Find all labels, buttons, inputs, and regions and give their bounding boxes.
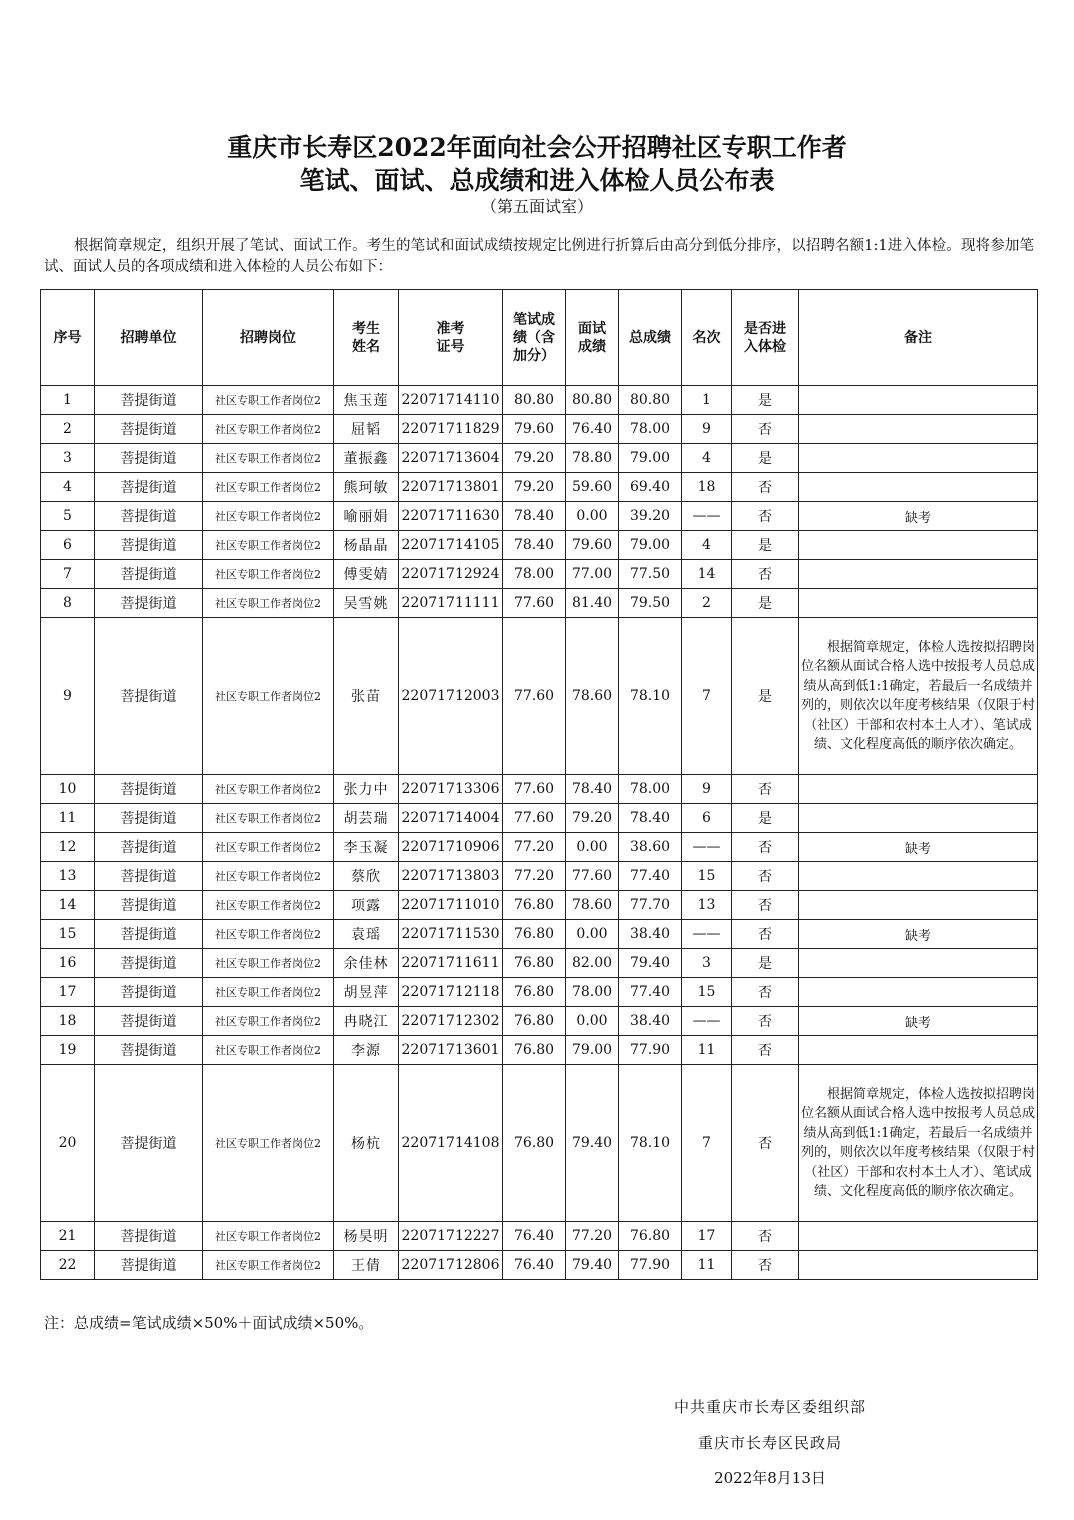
cell-post: 社区专职工作者岗位2 bbox=[203, 386, 334, 415]
cell-total-score: 78.40 bbox=[619, 804, 682, 833]
cell-written-score: 76.40 bbox=[503, 1222, 566, 1251]
cell-unit: 菩提街道 bbox=[95, 531, 203, 560]
header-rank: 名次 bbox=[682, 290, 732, 386]
cell-enter-exam: 是 bbox=[732, 804, 799, 833]
cell-remark: 根据简章规定，体检人选按拟招聘岗位名额从面试合格人选中按报考人员总成绩从高到低1:1确定，若最后一名成绩并列的，则依次以年度考核结果（仅限于村（社区）干部和农村本土人才）、笔试成绩、文化程度高低的顺序依次确定。 bbox=[799, 618, 1038, 775]
cell-interview-score: 0.00 bbox=[566, 1007, 619, 1036]
cell-enter-exam: 是 bbox=[732, 589, 799, 618]
score-formula-note: 注：总成绩=笔试成绩×50%＋面试成绩×50%。 bbox=[44, 1314, 374, 1332]
cell-unit: 菩提街道 bbox=[95, 618, 203, 775]
cell-name: 熊珂敏 bbox=[334, 473, 399, 502]
cell-written-score: 79.60 bbox=[503, 415, 566, 444]
cell-interview-score: 78.80 bbox=[566, 444, 619, 473]
cell-unit: 菩提街道 bbox=[95, 804, 203, 833]
cell-interview-score: 78.00 bbox=[566, 978, 619, 1007]
cell-enter-exam: 是 bbox=[732, 949, 799, 978]
cell-written-score: 76.40 bbox=[503, 1251, 566, 1280]
cell-ticket: 22071711611 bbox=[399, 949, 503, 978]
cell-enter-exam: 否 bbox=[732, 1222, 799, 1251]
table-row bbox=[41, 531, 1038, 560]
cell-unit: 菩提街道 bbox=[95, 444, 203, 473]
cell-post: 社区专职工作者岗位2 bbox=[203, 804, 334, 833]
cell-name: 李玉凝 bbox=[334, 833, 399, 862]
cell-rank: 18 bbox=[682, 473, 732, 502]
cell-seq: 4 bbox=[41, 473, 95, 502]
cell-rank: 7 bbox=[682, 618, 732, 775]
cell-rank: 17 bbox=[682, 1222, 732, 1251]
cell-post: 社区专职工作者岗位2 bbox=[203, 775, 334, 804]
cell-ticket: 22071712924 bbox=[399, 560, 503, 589]
cell-ticket: 22071713803 bbox=[399, 862, 503, 891]
cell-ticket: 22071713306 bbox=[399, 775, 503, 804]
cell-post: 社区专职工作者岗位2 bbox=[203, 920, 334, 949]
cell-remark bbox=[799, 891, 1038, 920]
cell-unit: 菩提街道 bbox=[95, 502, 203, 531]
cell-remark: 根据简章规定，体检人选按拟招聘岗位名额从面试合格人选中按报考人员总成绩从高到低1:1确定，若最后一名成绩并列的，则依次以年度考核结果（仅限于村（社区）干部和农村本土人才）、笔试成绩、文化程度高低的顺序依次确定。 bbox=[799, 1065, 1038, 1222]
cell-written-score: 76.80 bbox=[503, 978, 566, 1007]
cell-rank: —— bbox=[682, 502, 732, 531]
cell-interview-score: 79.40 bbox=[566, 1065, 619, 1222]
cell-ticket: 22071711111 bbox=[399, 589, 503, 618]
table-row bbox=[41, 502, 1038, 531]
cell-enter-exam: 是 bbox=[732, 386, 799, 415]
cell-unit: 菩提街道 bbox=[95, 1251, 203, 1280]
cell-total-score: 77.40 bbox=[619, 862, 682, 891]
cell-post: 社区专职工作者岗位2 bbox=[203, 891, 334, 920]
cell-rank: 11 bbox=[682, 1251, 732, 1280]
cell-written-score: 78.00 bbox=[503, 560, 566, 589]
cell-unit: 菩提街道 bbox=[95, 560, 203, 589]
cell-seq: 10 bbox=[41, 775, 95, 804]
issue-date: 2022年8月13日 bbox=[714, 1469, 826, 1487]
table-row bbox=[41, 833, 1038, 862]
cell-unit: 菩提街道 bbox=[95, 775, 203, 804]
cell-remark bbox=[799, 589, 1038, 618]
cell-name: 袁瑶 bbox=[334, 920, 399, 949]
table-row bbox=[41, 560, 1038, 589]
table-row bbox=[41, 618, 1038, 775]
cell-post: 社区专职工作者岗位2 bbox=[203, 444, 334, 473]
cell-post: 社区专职工作者岗位2 bbox=[203, 949, 334, 978]
cell-post: 社区专职工作者岗位2 bbox=[203, 1251, 334, 1280]
cell-rank: —— bbox=[682, 1007, 732, 1036]
cell-ticket: 22071711630 bbox=[399, 502, 503, 531]
cell-unit: 菩提街道 bbox=[95, 1036, 203, 1065]
cell-interview-score: 77.60 bbox=[566, 862, 619, 891]
cell-remark bbox=[799, 804, 1038, 833]
cell-seq: 17 bbox=[41, 978, 95, 1007]
cell-enter-exam: 否 bbox=[732, 1007, 799, 1036]
cell-remark: 缺考 bbox=[799, 920, 1038, 949]
cell-post: 社区专职工作者岗位2 bbox=[203, 589, 334, 618]
cell-unit: 菩提街道 bbox=[95, 589, 203, 618]
cell-post: 社区专职工作者岗位2 bbox=[203, 531, 334, 560]
table-row bbox=[41, 1065, 1038, 1222]
cell-rank: 3 bbox=[682, 949, 732, 978]
cell-remark bbox=[799, 1251, 1038, 1280]
cell-enter-exam: 是 bbox=[732, 444, 799, 473]
cell-unit: 菩提街道 bbox=[95, 949, 203, 978]
cell-seq: 2 bbox=[41, 415, 95, 444]
cell-remark bbox=[799, 1036, 1038, 1065]
cell-name: 杨杭 bbox=[334, 1065, 399, 1222]
cell-seq: 18 bbox=[41, 1007, 95, 1036]
table-row bbox=[41, 1251, 1038, 1280]
table-row bbox=[41, 949, 1038, 978]
cell-total-score: 79.50 bbox=[619, 589, 682, 618]
cell-name: 傅雯婧 bbox=[334, 560, 399, 589]
cell-rank: —— bbox=[682, 920, 732, 949]
cell-enter-exam: 否 bbox=[732, 920, 799, 949]
cell-ticket: 22071714004 bbox=[399, 804, 503, 833]
issuer-civil-affairs-bureau: 重庆市长寿区民政局 bbox=[697, 1434, 842, 1452]
cell-name: 项露 bbox=[334, 891, 399, 920]
header-written: 笔试成绩（含加分） bbox=[503, 290, 566, 386]
cell-rank: 4 bbox=[682, 444, 732, 473]
header-ticket: 准考证号 bbox=[399, 290, 503, 386]
cell-unit: 菩提街道 bbox=[95, 920, 203, 949]
cell-rank: 14 bbox=[682, 560, 732, 589]
cell-written-score: 78.40 bbox=[503, 531, 566, 560]
cell-interview-score: 78.60 bbox=[566, 891, 619, 920]
cell-interview-score: 79.20 bbox=[566, 804, 619, 833]
header-name: 考生姓名 bbox=[334, 290, 399, 386]
cell-ticket: 22071714105 bbox=[399, 531, 503, 560]
table-row bbox=[41, 775, 1038, 804]
table-row bbox=[41, 386, 1038, 415]
table-row bbox=[41, 444, 1038, 473]
cell-name: 喻丽娟 bbox=[334, 502, 399, 531]
cell-ticket: 22071711829 bbox=[399, 415, 503, 444]
cell-remark: 缺考 bbox=[799, 833, 1038, 862]
cell-name: 冉晓江 bbox=[334, 1007, 399, 1036]
header-remark: 备注 bbox=[799, 290, 1038, 386]
cell-unit: 菩提街道 bbox=[95, 862, 203, 891]
issuer-org-department: 中共重庆市长寿区委组织部 bbox=[673, 1398, 866, 1416]
cell-unit: 菩提街道 bbox=[95, 415, 203, 444]
cell-ticket: 22071712302 bbox=[399, 1007, 503, 1036]
header-unit: 招聘单位 bbox=[95, 290, 203, 386]
room-label: （第五面试室） bbox=[480, 197, 593, 216]
cell-name: 王倩 bbox=[334, 1251, 399, 1280]
cell-post: 社区专职工作者岗位2 bbox=[203, 502, 334, 531]
table-row bbox=[41, 473, 1038, 502]
cell-rank: 6 bbox=[682, 804, 732, 833]
cell-interview-score: 80.80 bbox=[566, 386, 619, 415]
cell-written-score: 76.80 bbox=[503, 949, 566, 978]
cell-enter-exam: 否 bbox=[732, 1251, 799, 1280]
cell-unit: 菩提街道 bbox=[95, 473, 203, 502]
table-row bbox=[41, 920, 1038, 949]
cell-total-score: 80.80 bbox=[619, 386, 682, 415]
cell-written-score: 77.60 bbox=[503, 589, 566, 618]
header-seq: 序号 bbox=[41, 290, 95, 386]
cell-total-score: 39.20 bbox=[619, 502, 682, 531]
cell-written-score: 76.80 bbox=[503, 1036, 566, 1065]
cell-ticket: 22071713801 bbox=[399, 473, 503, 502]
cell-rank: 13 bbox=[682, 891, 732, 920]
cell-seq: 1 bbox=[41, 386, 95, 415]
cell-unit: 菩提街道 bbox=[95, 978, 203, 1007]
cell-name: 张苗 bbox=[334, 618, 399, 775]
cell-name: 李源 bbox=[334, 1036, 399, 1065]
cell-total-score: 79.00 bbox=[619, 444, 682, 473]
cell-interview-score: 78.40 bbox=[566, 775, 619, 804]
cell-name: 胡昱萍 bbox=[334, 978, 399, 1007]
cell-interview-score: 77.20 bbox=[566, 1222, 619, 1251]
cell-ticket: 22071712003 bbox=[399, 618, 503, 775]
cell-ticket: 22071714110 bbox=[399, 386, 503, 415]
cell-rank: 15 bbox=[682, 978, 732, 1007]
cell-unit: 菩提街道 bbox=[95, 1007, 203, 1036]
cell-written-score: 80.80 bbox=[503, 386, 566, 415]
cell-remark bbox=[799, 978, 1038, 1007]
cell-written-score: 79.20 bbox=[503, 473, 566, 502]
cell-total-score: 79.40 bbox=[619, 949, 682, 978]
cell-written-score: 76.80 bbox=[503, 891, 566, 920]
cell-total-score: 38.40 bbox=[619, 920, 682, 949]
cell-ticket: 22071712227 bbox=[399, 1222, 503, 1251]
cell-name: 吴雪姚 bbox=[334, 589, 399, 618]
table-row bbox=[41, 415, 1038, 444]
cell-unit: 菩提街道 bbox=[95, 833, 203, 862]
cell-ticket: 22071714108 bbox=[399, 1065, 503, 1222]
cell-interview-score: 76.40 bbox=[566, 415, 619, 444]
cell-post: 社区专职工作者岗位2 bbox=[203, 978, 334, 1007]
cell-post: 社区专职工作者岗位2 bbox=[203, 415, 334, 444]
cell-name: 蔡欣 bbox=[334, 862, 399, 891]
cell-interview-score: 78.60 bbox=[566, 618, 619, 775]
cell-remark bbox=[799, 386, 1038, 415]
cell-total-score: 78.10 bbox=[619, 618, 682, 775]
cell-name: 屈韬 bbox=[334, 415, 399, 444]
cell-interview-score: 0.00 bbox=[566, 833, 619, 862]
cell-remark bbox=[799, 775, 1038, 804]
cell-ticket: 22071712806 bbox=[399, 1251, 503, 1280]
cell-written-score: 77.20 bbox=[503, 862, 566, 891]
cell-written-score: 78.40 bbox=[503, 502, 566, 531]
table-row bbox=[41, 804, 1038, 833]
cell-total-score: 69.40 bbox=[619, 473, 682, 502]
cell-written-score: 77.60 bbox=[503, 618, 566, 775]
cell-name: 胡芸瑞 bbox=[334, 804, 399, 833]
cell-remark bbox=[799, 560, 1038, 589]
cell-seq: 12 bbox=[41, 833, 95, 862]
cell-ticket: 22071713601 bbox=[399, 1036, 503, 1065]
cell-seq: 14 bbox=[41, 891, 95, 920]
cell-total-score: 79.00 bbox=[619, 531, 682, 560]
cell-interview-score: 79.00 bbox=[566, 1036, 619, 1065]
cell-total-score: 77.40 bbox=[619, 978, 682, 1007]
cell-total-score: 38.40 bbox=[619, 1007, 682, 1036]
table-row bbox=[41, 589, 1038, 618]
cell-enter-exam: 否 bbox=[732, 1065, 799, 1222]
cell-seq: 19 bbox=[41, 1036, 95, 1065]
cell-seq: 16 bbox=[41, 949, 95, 978]
table-row bbox=[41, 1036, 1038, 1065]
cell-name: 董振鑫 bbox=[334, 444, 399, 473]
cell-seq: 20 bbox=[41, 1065, 95, 1222]
cell-name: 杨昊明 bbox=[334, 1222, 399, 1251]
cell-written-score: 77.20 bbox=[503, 833, 566, 862]
cell-written-score: 77.60 bbox=[503, 775, 566, 804]
cell-rank: 7 bbox=[682, 1065, 732, 1222]
cell-total-score: 77.50 bbox=[619, 560, 682, 589]
cell-post: 社区专职工作者岗位2 bbox=[203, 618, 334, 775]
cell-ticket: 22071713604 bbox=[399, 444, 503, 473]
cell-interview-score: 82.00 bbox=[566, 949, 619, 978]
cell-enter-exam: 否 bbox=[732, 833, 799, 862]
cell-rank: 15 bbox=[682, 862, 732, 891]
cell-interview-score: 0.00 bbox=[566, 920, 619, 949]
cell-interview-score: 79.60 bbox=[566, 531, 619, 560]
cell-enter-exam: 否 bbox=[732, 978, 799, 1007]
cell-post: 社区专职工作者岗位2 bbox=[203, 560, 334, 589]
cell-total-score: 78.00 bbox=[619, 415, 682, 444]
page-title: 重庆市长寿区2022年面向社会公开招聘社区专职工作者 bbox=[227, 133, 847, 162]
cell-remark: 缺考 bbox=[799, 502, 1038, 531]
cell-post: 社区专职工作者岗位2 bbox=[203, 862, 334, 891]
cell-total-score: 38.60 bbox=[619, 833, 682, 862]
cell-rank: —— bbox=[682, 833, 732, 862]
cell-unit: 菩提街道 bbox=[95, 1222, 203, 1251]
cell-ticket: 22071711010 bbox=[399, 891, 503, 920]
cell-written-score: 76.80 bbox=[503, 920, 566, 949]
cell-post: 社区专职工作者岗位2 bbox=[203, 833, 334, 862]
cell-unit: 菩提街道 bbox=[95, 386, 203, 415]
cell-total-score: 77.70 bbox=[619, 891, 682, 920]
cell-seq: 9 bbox=[41, 618, 95, 775]
cell-total-score: 77.90 bbox=[619, 1036, 682, 1065]
header-interview: 面试成绩 bbox=[566, 290, 619, 386]
cell-written-score: 76.80 bbox=[503, 1065, 566, 1222]
cell-interview-score: 59.60 bbox=[566, 473, 619, 502]
cell-enter-exam: 否 bbox=[732, 473, 799, 502]
cell-seq: 7 bbox=[41, 560, 95, 589]
cell-post: 社区专职工作者岗位2 bbox=[203, 1036, 334, 1065]
cell-enter-exam: 否 bbox=[732, 775, 799, 804]
cell-post: 社区专职工作者岗位2 bbox=[203, 1065, 334, 1222]
cell-interview-score: 79.40 bbox=[566, 1251, 619, 1280]
cell-seq: 11 bbox=[41, 804, 95, 833]
cell-enter-exam: 是 bbox=[732, 531, 799, 560]
cell-unit: 菩提街道 bbox=[95, 1065, 203, 1222]
cell-seq: 5 bbox=[41, 502, 95, 531]
cell-written-score: 77.60 bbox=[503, 804, 566, 833]
cell-remark bbox=[799, 415, 1038, 444]
cell-ticket: 22071710906 bbox=[399, 833, 503, 862]
cell-remark bbox=[799, 473, 1038, 502]
cell-name: 杨晶晶 bbox=[334, 531, 399, 560]
cell-enter-exam: 是 bbox=[732, 618, 799, 775]
table-row bbox=[41, 1007, 1038, 1036]
cell-rank: 2 bbox=[682, 589, 732, 618]
header-total: 总成绩 bbox=[619, 290, 682, 386]
cell-name: 焦玉莲 bbox=[334, 386, 399, 415]
cell-remark bbox=[799, 444, 1038, 473]
cell-enter-exam: 否 bbox=[732, 560, 799, 589]
cell-seq: 13 bbox=[41, 862, 95, 891]
cell-interview-score: 77.00 bbox=[566, 560, 619, 589]
cell-remark bbox=[799, 531, 1038, 560]
cell-rank: 9 bbox=[682, 415, 732, 444]
cell-rank: 1 bbox=[682, 386, 732, 415]
cell-post: 社区专职工作者岗位2 bbox=[203, 473, 334, 502]
cell-remark: 缺考 bbox=[799, 1007, 1038, 1036]
cell-name: 张力中 bbox=[334, 775, 399, 804]
cell-remark bbox=[799, 949, 1038, 978]
table-row bbox=[41, 862, 1038, 891]
cell-rank: 4 bbox=[682, 531, 732, 560]
table-row bbox=[41, 1222, 1038, 1251]
cell-interview-score: 81.40 bbox=[566, 589, 619, 618]
cell-enter-exam: 否 bbox=[732, 502, 799, 531]
cell-seq: 8 bbox=[41, 589, 95, 618]
header-post: 招聘岗位 bbox=[203, 290, 334, 386]
cell-ticket: 22071711530 bbox=[399, 920, 503, 949]
table-header-row bbox=[41, 290, 1038, 386]
cell-seq: 6 bbox=[41, 531, 95, 560]
cell-remark bbox=[799, 862, 1038, 891]
header-exam: 是否进入体检 bbox=[732, 290, 799, 386]
cell-enter-exam: 否 bbox=[732, 891, 799, 920]
results-table bbox=[40, 289, 1038, 1280]
cell-written-score: 76.80 bbox=[503, 1007, 566, 1036]
cell-total-score: 76.80 bbox=[619, 1222, 682, 1251]
cell-seq: 3 bbox=[41, 444, 95, 473]
intro-paragraph: 根据简章规定，组织开展了笔试、面试工作。考生的笔试和面试成绩按规定比例进行折算后由高分到低分排序，以招聘名额1:1进入体检。现将参加笔试、面试人员的各项成绩和进入体检的人员公布如下： bbox=[44, 238, 1034, 275]
cell-rank: 11 bbox=[682, 1036, 732, 1065]
cell-enter-exam: 否 bbox=[732, 1036, 799, 1065]
table-row bbox=[41, 891, 1038, 920]
cell-seq: 22 bbox=[41, 1251, 95, 1280]
cell-enter-exam: 否 bbox=[732, 862, 799, 891]
cell-interview-score: 0.00 bbox=[566, 502, 619, 531]
table-row bbox=[41, 978, 1038, 1007]
cell-post: 社区专职工作者岗位2 bbox=[203, 1222, 334, 1251]
page-subtitle-line: 笔试、面试、总成绩和进入体检人员公布表 bbox=[299, 166, 775, 195]
cell-total-score: 77.90 bbox=[619, 1251, 682, 1280]
cell-written-score: 79.20 bbox=[503, 444, 566, 473]
cell-unit: 菩提街道 bbox=[95, 891, 203, 920]
cell-total-score: 78.00 bbox=[619, 775, 682, 804]
cell-seq: 21 bbox=[41, 1222, 95, 1251]
cell-rank: 9 bbox=[682, 775, 732, 804]
cell-enter-exam: 否 bbox=[732, 415, 799, 444]
cell-total-score: 78.10 bbox=[619, 1065, 682, 1222]
cell-ticket: 22071712118 bbox=[399, 978, 503, 1007]
cell-post: 社区专职工作者岗位2 bbox=[203, 1007, 334, 1036]
cell-remark bbox=[799, 1222, 1038, 1251]
cell-name: 余佳林 bbox=[334, 949, 399, 978]
cell-seq: 15 bbox=[41, 920, 95, 949]
